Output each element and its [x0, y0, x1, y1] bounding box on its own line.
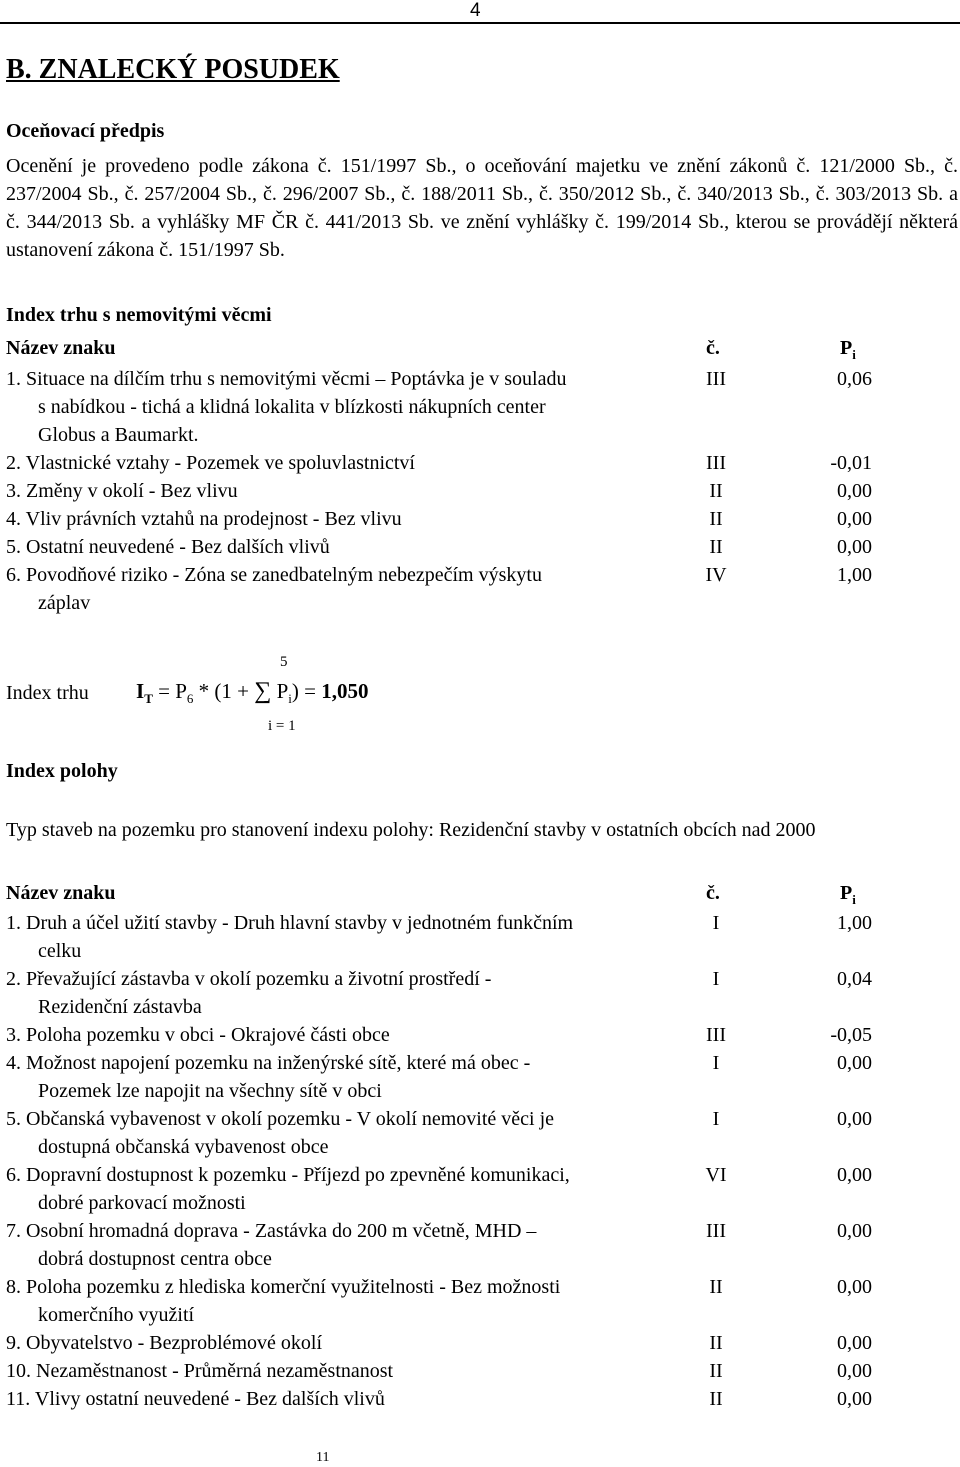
market-index-row-class: II — [709, 536, 723, 558]
market-index-row-number: 2. — [6, 452, 21, 474]
market-index-row-continuation: s nabídkou - tichá a klidná lokalita v blízkosti nákupních center — [38, 396, 546, 418]
market-index-row-number: 3. — [6, 480, 21, 502]
location-index-row-number: 2. — [6, 968, 21, 990]
market-index-row-number: 4. — [6, 508, 21, 530]
sum-lower-limit: i = 1 — [268, 718, 296, 734]
location-index-row-line: Obyvatelstvo - Bezproblémové okolí — [26, 1332, 323, 1354]
market-col-value: $P_i$ — [840, 337, 856, 362]
location-index-row-continuation: dobrá dostupnost centra obce — [38, 1248, 272, 1270]
location-index-row-value: 0,00 — [837, 1276, 872, 1298]
market-index-row-class: III — [706, 368, 726, 390]
market-col-name: Název znaku — [6, 337, 116, 359]
market-index-row-number: 1. — [6, 368, 21, 390]
location-index-row-number: 9. — [6, 1332, 21, 1354]
location-index-row-value: 0,04 — [837, 968, 872, 990]
formula-label: Index trhu — [6, 682, 89, 704]
location-index-row-value: 0,00 — [837, 1220, 872, 1242]
market-index-row-text — [6, 449, 686, 477]
location-index-row-label — [6, 1052, 530, 1074]
market-index-row-class: III — [706, 452, 726, 474]
location-index-row-continuation: celku — [38, 940, 82, 962]
location-index-row-text — [6, 1329, 686, 1357]
location-index-row-class: I — [712, 912, 720, 934]
market-index-row-line: Ostatní neuvedené - Bez dalších vlivů — [26, 536, 330, 558]
location-index-row-class: III — [706, 1220, 726, 1242]
header-rule — [0, 22, 960, 24]
location-index-row-line: Vlivy ostatní neuvedené - Bez dalších vlivů — [34, 1388, 385, 1410]
market-index-row-class: II — [709, 480, 723, 502]
location-index-row-text — [6, 965, 686, 1021]
formula-result: 1,050 — [321, 679, 369, 703]
market-index-row-line: Situace na dílčím trhu s nemovitými věcmi – Poptávka je v souladu — [26, 368, 567, 390]
location-index-row-line: Poloha pozemku z hlediska komerční využitelnosti - Bez možnosti — [26, 1276, 561, 1298]
market-index-row-value: 1,00 — [837, 564, 872, 586]
market-index-formula: $I_T = P_6 * (1$ + ∑ $P_i) = 1,050$ — [136, 678, 369, 707]
market-index-row-line: Změny v okolí - Bez vlivu — [26, 480, 238, 502]
location-index-row-line: Občanská vybavenost v okolí pozemku - V okolí nemovité věci je — [26, 1108, 555, 1130]
location-index-row-value: 1,00 — [837, 912, 872, 934]
market-index-row-label — [6, 480, 238, 502]
location-index-row-value: 0,00 — [837, 1360, 872, 1382]
location-index-row-text — [6, 1357, 686, 1385]
location-index-row-text — [6, 1217, 686, 1273]
location-index-row-value: 0,00 — [837, 1388, 872, 1410]
location-index-row-text — [6, 1021, 686, 1049]
location-index-row-value: 0,00 — [837, 1332, 872, 1354]
location-index-row-class: III — [706, 1024, 726, 1046]
location-index-row-line: Převažující zástavba v okolí pozemku a životní prostředí - — [26, 968, 492, 990]
location-index-row-label — [6, 1220, 536, 1242]
location-index-row-text — [6, 909, 686, 965]
location-index-row-line: Možnost napojení pozemku na inženýrské sítě, které má obec - — [26, 1052, 531, 1074]
market-index-row-value: 0,06 — [837, 368, 872, 390]
location-index-row-number: 10. — [6, 1360, 31, 1382]
location-index-row-class: I — [712, 968, 720, 990]
location-index-row-label — [6, 1024, 390, 1046]
location-index-row-class: I — [712, 1108, 720, 1130]
market-index-row-continuation: záplav — [38, 592, 91, 614]
section-title: Oceňovací předpis — [6, 120, 165, 142]
market-index-row-text — [6, 561, 686, 617]
location-index-row-continuation: Rezidenční zástavba — [38, 996, 202, 1018]
location-index-row-value: 0,00 — [837, 1164, 872, 1186]
market-index-row-label — [6, 564, 542, 586]
sum-upper-limit: 5 — [280, 654, 288, 670]
location-index-row-number: 4. — [6, 1052, 21, 1074]
market-index-row-line: Vliv právních vztahů na prodejnost - Bez vlivu — [25, 508, 402, 530]
location-col-class: č. — [706, 882, 720, 904]
location-index-row-value: 0,00 — [837, 1052, 872, 1074]
location-index-row-class: VI — [705, 1164, 727, 1186]
market-index-row-value: 0,00 — [837, 508, 872, 530]
intro-paragraph: Ocenění je provedeno podle zákona č. 151/1997 Sb., o oceňování majetku ve znění zákonů č. 121/2000 Sb., č. 237/2004 Sb., č. 257/2004 Sb., č. 296/2007 Sb., č. 188/2011 Sb., č. 350/2012 Sb., č. 340/2013 Sb., č. 303/2013 Sb. a č. 344/2013 Sb. a vyhlášky MF ČR č. 441/2013 Sb. ve znění vyhlášky č. 199/2014 Sb., kterou se provádějí některá ustanovení zákona č. 151/1997 Sb. — [6, 155, 958, 261]
location-index-row-class: II — [709, 1388, 723, 1410]
location-index-row-label — [6, 1360, 393, 1382]
location-index-row-number: 1. — [6, 912, 21, 934]
footer-mark: 11 — [316, 1450, 330, 1465]
market-index-row-number: 6. — [6, 564, 21, 586]
market-index-title: Index trhu s nemovitými věcmi — [6, 304, 272, 326]
location-index-row-line: Druh a účel užití stavby - Druh hlavní stavby v jednotném funkčním — [26, 912, 574, 934]
location-index-row-label — [6, 1276, 560, 1298]
market-index-row-text — [6, 505, 686, 533]
location-index-row-class: II — [709, 1332, 723, 1354]
building-type-text: Typ staveb na pozemku pro stanovení indexu polohy: Rezidenční stavby v ostatních obcích nad 2000 — [6, 819, 816, 841]
location-index-row-label — [6, 912, 573, 934]
location-col-value: $P_i$ — [840, 882, 856, 907]
location-index-row-class: I — [712, 1052, 720, 1074]
market-col-class: č. — [706, 337, 720, 359]
location-index-row-label — [6, 1164, 570, 1186]
market-index-row-value: 0,00 — [837, 536, 872, 558]
location-index-row-number: 7. — [6, 1220, 21, 1242]
location-index-row-class: II — [709, 1360, 723, 1382]
location-index-row-continuation: komerčního využití — [38, 1304, 195, 1326]
location-index-row-continuation: dobré parkovací možnosti — [38, 1192, 246, 1214]
market-index-row-number: 5. — [6, 536, 21, 558]
location-index-row-label — [6, 1388, 385, 1410]
location-index-row-class: II — [709, 1276, 723, 1298]
location-index-row-line: Poloha pozemku v obci - Okrajové části obce — [26, 1024, 390, 1046]
location-index-row-number: 11. — [6, 1388, 31, 1410]
location-index-row-number: 3. — [6, 1024, 21, 1046]
location-index-row-line: Osobní hromadná doprava - Zastávka do 200 m včetně, MHD – — [26, 1220, 537, 1242]
location-index-row-continuation: dostupná občanská vybavenost obce — [38, 1136, 329, 1158]
market-index-row-value: -0,01 — [830, 452, 872, 474]
location-index-row-label — [6, 1332, 322, 1354]
location-index-row-text — [6, 1385, 686, 1413]
location-index-row-value: 0,00 — [837, 1108, 872, 1130]
market-index-row-class: II — [709, 508, 723, 530]
location-index-row-number: 8. — [6, 1276, 21, 1298]
location-index-row-continuation: Pozemek lze napojit na všechny sítě v obci — [38, 1080, 382, 1102]
location-index-row-number: 6. — [6, 1164, 21, 1186]
market-index-row-label — [6, 368, 566, 390]
market-index-row-class: IV — [705, 564, 727, 586]
location-index-row-label — [6, 1108, 554, 1130]
market-index-row-line: Vlastnické vztahy - Pozemek ve spoluvlastnictví — [25, 452, 415, 474]
location-index-row-text — [6, 1049, 686, 1105]
location-index-row-label — [6, 968, 491, 990]
location-index-title: Index polohy — [6, 760, 118, 782]
market-index-row-line: Povodňové riziko - Zóna se zanedbatelným nebezpečím výskytu — [26, 564, 542, 586]
location-index-row-line: Nezaměstnanost - Průměrná nezaměstnanost — [36, 1360, 394, 1382]
document-heading: B. ZNALECKÝ POSUDEK — [6, 54, 340, 85]
location-index-row-value: -0,05 — [830, 1024, 872, 1046]
location-index-row-text — [6, 1273, 686, 1329]
location-index-row-text — [6, 1161, 686, 1217]
location-index-row-text — [6, 1105, 686, 1161]
market-index-row-value: 0,00 — [837, 480, 872, 502]
market-index-row-label — [6, 508, 402, 530]
market-index-row-continuation: Globus a Baumarkt. — [38, 424, 199, 446]
market-index-row-text — [6, 533, 686, 561]
market-index-row-label — [6, 536, 330, 558]
market-index-row-label — [6, 452, 415, 474]
market-index-row-text — [6, 477, 686, 505]
page-number: 4 — [470, 0, 481, 21]
market-index-row-text — [6, 365, 686, 449]
location-index-row-number: 5. — [6, 1108, 21, 1130]
location-col-name: Název znaku — [6, 882, 116, 904]
location-index-row-line: Dopravní dostupnost k pozemku - Příjezd po zpevněné komunikaci, — [26, 1164, 570, 1186]
